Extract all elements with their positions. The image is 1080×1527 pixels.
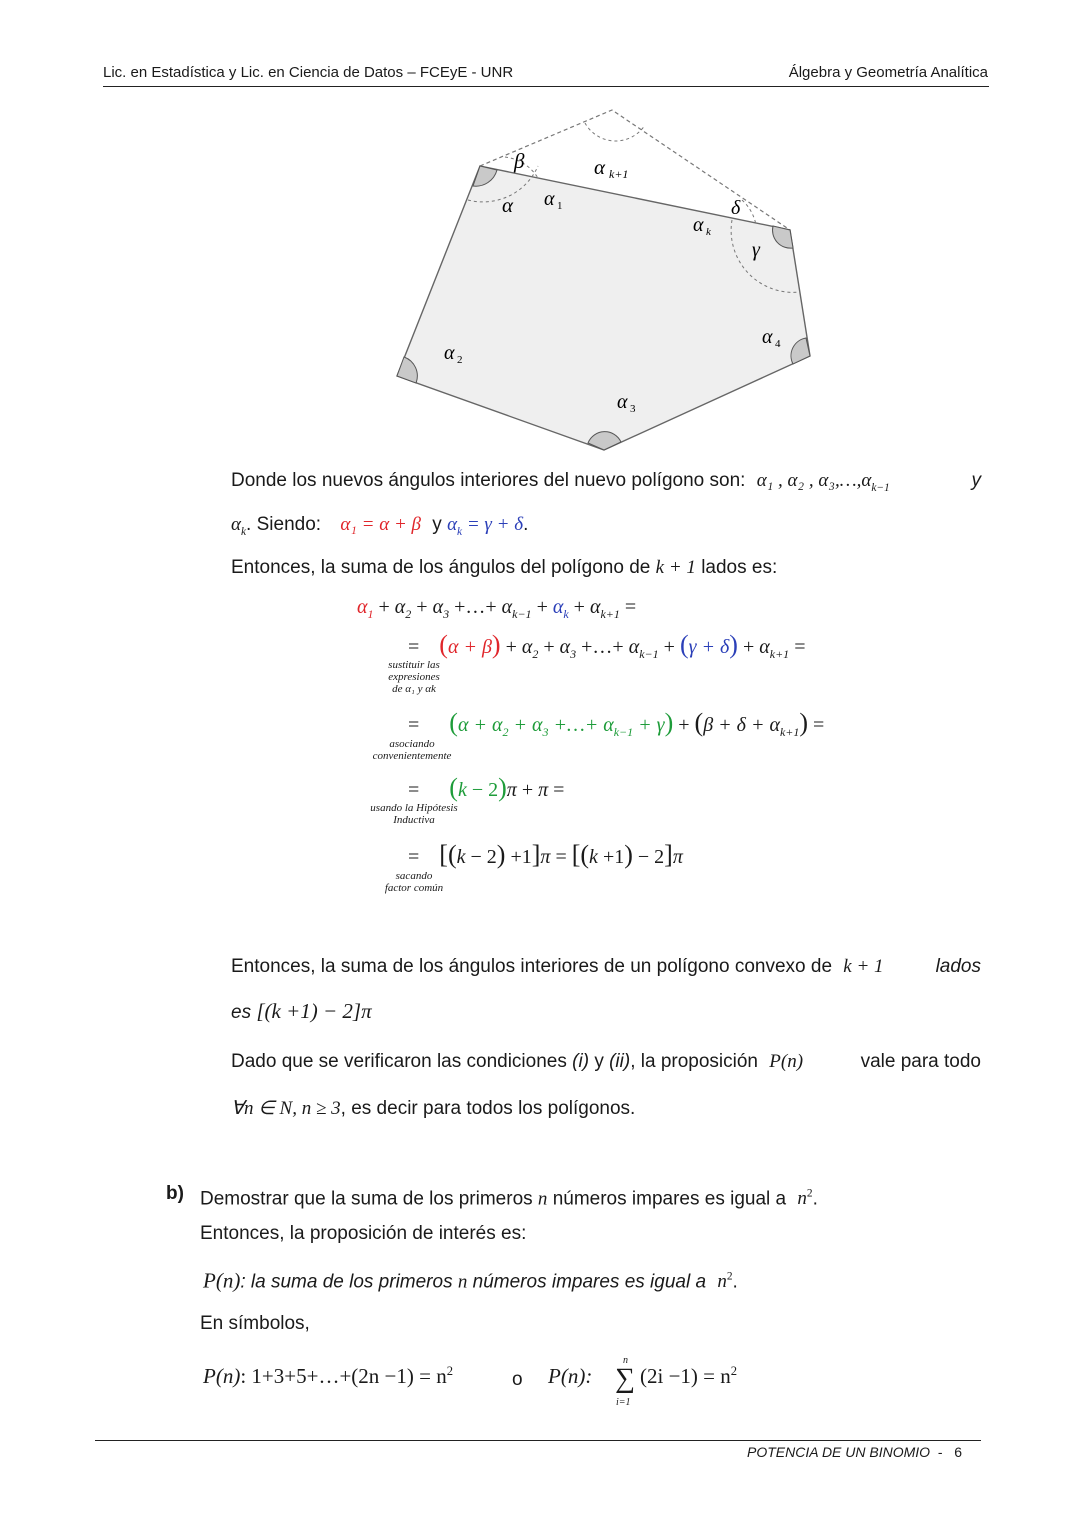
label-alpha3-sub: 3 — [630, 403, 636, 415]
eq-alpha1: α₁ = α + β — [340, 514, 421, 535]
paragraph-verified: Dado que se verificaron las condiciones (i) y (ii), la proposición P(n) vale para todo — [231, 1049, 981, 1075]
p2-text: Entonces, la suma de los ángulos del polígono de — [231, 557, 651, 578]
section-b-statement: Demostrar que la suma de los primeros n números impares es igual a $n^2$. — [200, 1188, 818, 1210]
alphak-start: α — [231, 514, 241, 535]
note-hypothesis: usando la Hipótesis Inductiva — [370, 802, 458, 826]
sigma-symbol: ∑ — [615, 1363, 635, 1394]
paragraph-forall — [231, 1096, 635, 1122]
formula-sum: : 1+3+5+…+(2n −1) = n — [240, 1364, 447, 1388]
arc-alpha-k1 — [585, 123, 645, 141]
section-b-symbols: En símbolos, — [200, 1313, 310, 1334]
paragraph-conclusion-1 — [231, 954, 981, 980]
header-left: Lic. en Estadística y Lic. en Ciencia de Datos – FCEyE - UNR — [103, 64, 514, 81]
footer-title: POTENCIA DE UN BINOMIO — [747, 1444, 931, 1460]
formula-pn: P(n) — [203, 1364, 241, 1388]
label-alphak: α — [693, 214, 704, 236]
header-rule — [103, 86, 989, 87]
formula-line: P(n): 1+3+5+…+(2n $-1) = n^2$ — [203, 1364, 454, 1388]
section-b-intro: Entonces, la proposición de interés es: — [200, 1223, 527, 1244]
p3-text: Entonces, la suma de los ángulos interiores de un polígono convexo de — [231, 956, 833, 977]
paragraph-conclusion-2 — [231, 998, 372, 1026]
polygon-figure — [380, 100, 830, 460]
label-gamma: γ — [752, 239, 760, 261]
sigma-expression: $(2i -1) = n^2$ — [640, 1364, 738, 1388]
eq-line-1: $\alpha_1 + \alpha_2 + \alpha_3$ +…+ $\alpha_{k-1} + \alpha_k + \alpha_{k+1}$ = — [357, 596, 637, 621]
label-alpha1: α — [544, 188, 555, 210]
footer-sep: - — [937, 1444, 943, 1460]
formula-pn-2: P(n): — [548, 1364, 593, 1388]
p3-expr: [(k +1) − 2]π — [256, 999, 372, 1023]
label-alpha4-sub: 4 — [775, 338, 781, 350]
p1-seq: α₁ , α₂ , α₃,…,α — [756, 470, 872, 491]
p2-k1: k + 1 — [655, 557, 696, 578]
p1-y: y — [971, 470, 981, 491]
note-factor: sacando factor común — [384, 870, 444, 894]
formula-or: o — [512, 1369, 523, 1390]
label-alpha2-sub: 2 — [457, 354, 463, 366]
footer-rule — [95, 1440, 981, 1441]
label-alpha2: α — [444, 342, 455, 364]
eq-line-3: = ($\alpha + \alpha_2 + \alpha_3$ +…+ $\alpha_{k-1} + \gamma) + (\beta + \delta + \alpha_{k+1})$ = — [408, 708, 825, 739]
label-alpha1-sub: 1 — [557, 200, 563, 212]
label-alpha4: α — [762, 326, 773, 348]
label-delta: δ — [731, 197, 741, 219]
note-substitute: sustituir las expresiones de α₁ y αk — [388, 659, 440, 695]
label-alpha-k1-sub: k+1 — [609, 167, 629, 181]
paragraph-new-angles — [231, 468, 981, 501]
paragraph-siendo — [231, 512, 528, 545]
footer — [747, 1444, 962, 1460]
note-associate: asociando convenientemente — [372, 738, 452, 762]
label-alpha: α — [502, 193, 514, 217]
eq-alphak-sub: k — [457, 525, 463, 538]
p1-text: Donde los nuevos ángulos interiores del nuevo polígono son: — [231, 470, 746, 491]
eq-line-5: = [(k − 2) +1]π = [(k +1) − 2]π — [408, 840, 683, 869]
header-right: Álgebra y Geometría Analítica — [788, 64, 988, 81]
label-beta: β — [514, 149, 525, 173]
siendo-label: . Siendo: — [246, 514, 322, 535]
p3-es: es — [231, 1002, 252, 1023]
p1-seq-sub: k−1 — [871, 481, 890, 494]
p3-k1: k + 1 — [843, 956, 884, 977]
label-alphak-sub: k — [706, 226, 711, 238]
p5-rest: , es decir para todos los polígonos. — [340, 1098, 636, 1119]
eq-alphak: α — [447, 514, 458, 535]
section-b-label: b) — [166, 1183, 184, 1204]
paragraph-sum-intro — [231, 555, 777, 581]
alphak-start-sub: k — [240, 525, 247, 538]
p1-dot: . — [523, 514, 529, 535]
eq-line-4: = (k − 2)π + π = — [408, 773, 565, 802]
footer-page: 6 — [954, 1444, 962, 1460]
eq-line-2: = $(\alpha + \beta) + \alpha_2 + \alpha_3$ +…+ $\alpha_{k-1} + (\gamma + \delta) + \alpha_{k+1}$ = — [408, 630, 806, 661]
polygon-shape — [397, 166, 810, 450]
eq-alphak-rest: = γ + δ — [466, 514, 524, 535]
p2-text-b: lados es: — [701, 557, 778, 578]
label-alpha3: α — [617, 391, 628, 413]
p3-lados: lados — [935, 956, 981, 977]
p4-pn: P(n) — [769, 1051, 804, 1072]
sigma-top: n — [623, 1355, 628, 1366]
y-connector: y — [432, 514, 442, 535]
p4-c: vale para todo — [860, 1051, 981, 1072]
p5-expr: ∀n ∈ N, n ≥ 3 — [231, 1098, 341, 1119]
sigma-bottom: i=1 — [616, 1397, 631, 1408]
label-alpha-k1: α — [594, 155, 606, 179]
section-b-proposition: P(n): la suma de los primeros n números impares es igual a $n^2$. — [203, 1268, 738, 1293]
